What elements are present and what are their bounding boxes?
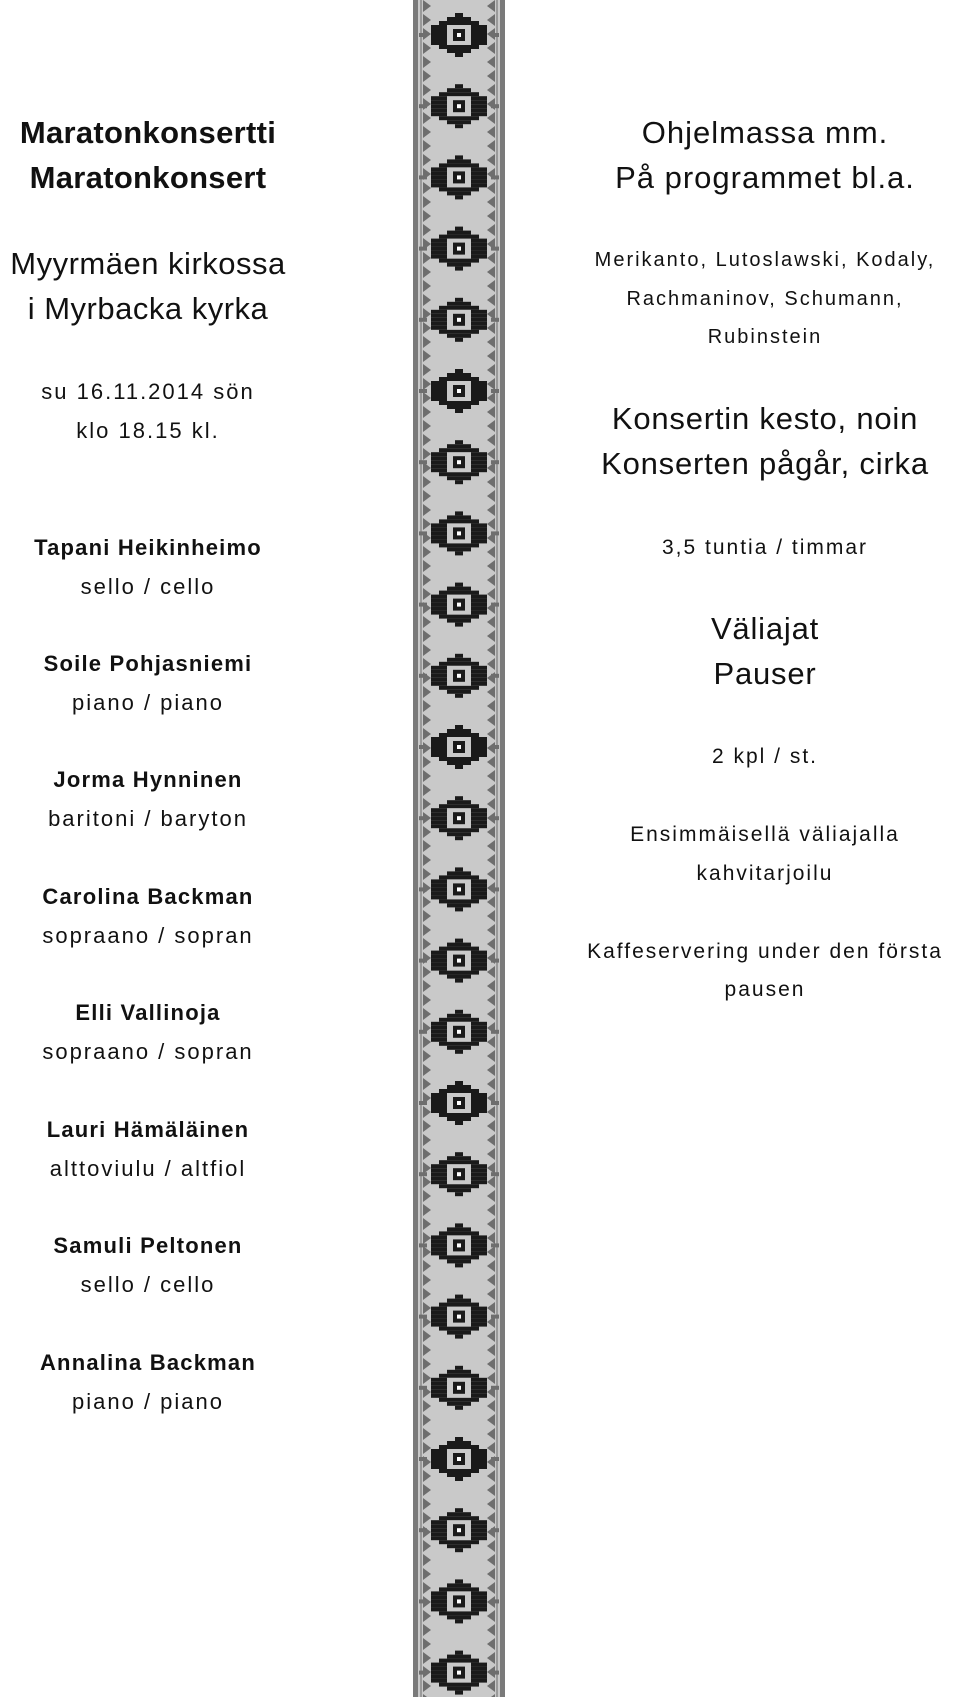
concert-time: klo 18.15 kl. [76,418,220,443]
performer-role: piano / piano [72,690,224,715]
performer-role: alttoviulu / altfiol [49,1156,247,1181]
performer-name: Annalina Backman [39,1350,257,1375]
composer-line: Rubinstein [707,326,823,348]
coffee-note-finnish: Ensimmäisellä väliajalla [630,823,900,846]
strip-border-left [413,0,418,1697]
duration-heading-swedish: Konserten pågår, cirka [601,446,929,481]
performer-name: Carolina Backman [42,884,254,909]
venue-swedish: i Myrbacka kyrka [27,291,269,326]
coffee-note-swedish: Kaffeservering under den första [587,940,943,963]
embroidery-pattern [413,0,505,1697]
performer-role: sello / cello [80,574,216,599]
program-heading-swedish: På programmet bl.a. [615,160,915,195]
performer-name: Tapani Heikinheimo [34,535,262,560]
strip-inner-line-right [496,0,498,1697]
title-swedish: Maratonkonsert [29,160,267,195]
performer-role: sopraano / sopran [42,1039,254,1064]
performer-role: baritoni / baryton [48,806,248,831]
intermissions-value: 2 kpl / st. [711,745,819,768]
performer-name: Soile Pohjasniemi [43,651,253,676]
concert-date: su 16.11.2014 sön [41,379,255,404]
duration-value: 3,5 tuntia / timmar [661,536,869,559]
decorative-pattern-strip [413,0,505,1697]
performer-name: Elli Vallinoja [75,1000,221,1025]
composer-line: Rachmaninov, Schumann, [626,288,904,310]
program-heading-finnish: Ohjelmassa mm. [641,115,889,150]
strip-border-right [500,0,505,1697]
venue-finnish: Myyrmäen kirkossa [10,246,286,281]
duration-heading-finnish: Konsertin kesto, noin [611,401,919,436]
performer-role: sello / cello [80,1272,216,1297]
intermissions-heading-finnish: Väliajat [710,611,820,646]
intermissions-heading-swedish: Pauser [713,656,817,691]
strip-inner-line-left [420,0,422,1697]
coffee-note-swedish: pausen [724,978,806,1001]
composer-line: Merikanto, Lutoslawski, Kodaly, [594,249,936,271]
title-finnish: Maratonkonsertti [19,115,277,150]
performer-name: Samuli Peltonen [53,1233,243,1258]
coffee-note-finnish: kahvitarjoilu [696,862,834,885]
performer-name: Jorma Hynninen [53,767,243,792]
performer-name: Lauri Hämäläinen [46,1117,250,1142]
performer-role: sopraano / sopran [42,923,254,948]
performer-role: piano / piano [72,1389,224,1414]
